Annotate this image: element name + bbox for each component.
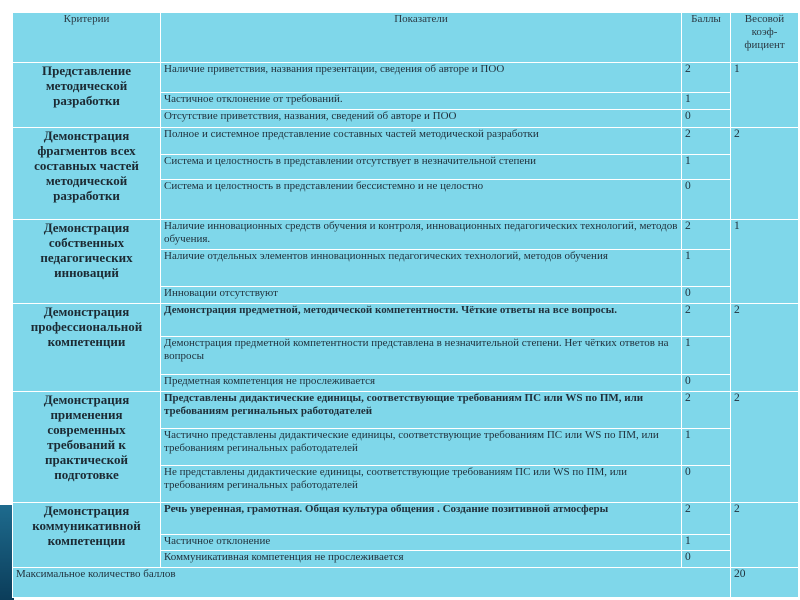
weight-value: 2: [731, 304, 799, 392]
weight-value: 2: [731, 503, 799, 568]
table-row: [13, 503, 799, 535]
indicator-text: Демонстрация предметной, методической компетентности. Чёткие ответы на все вопросы.: [161, 304, 682, 337]
table-row: [13, 128, 799, 155]
weight-value: 2: [731, 392, 799, 503]
indicator-text: Демонстрация предметной компетентности представлена в незначительной степени. Нет чётких ответов на вопросы: [161, 337, 682, 375]
table-row: [13, 304, 799, 337]
indicator-text: Представлены дидактические единицы, соответствующие требованиям ПС или WS по ПМ, или требованиям регинальных работодателей: [161, 392, 682, 429]
indicator-text: Наличие отдельных элементов инновационных педагогических технологий, методов обучения: [161, 250, 682, 287]
header-weight: Весовой коэф-фициент: [731, 13, 799, 63]
criterion-name: Демонстрация собственных педагогических инноваций: [13, 220, 161, 304]
indicator-text: Коммуникативная компетенция не прослеживается: [161, 551, 682, 568]
table-row: [13, 220, 799, 250]
criterion-name: Представление методической разработки: [13, 63, 161, 128]
score-value: 1: [682, 250, 731, 287]
header-indicators: Показатели: [161, 13, 682, 63]
table-row: [13, 392, 799, 429]
indicator-text: Полное и системное представление составных частей методической разработки: [161, 128, 682, 155]
indicator-text: Отсутствие приветствия, названия, сведений об авторе и ПОО: [161, 110, 682, 128]
indicator-text: Речь уверенная, грамотная. Общая культура общения . Создание позитивной атмосферы: [161, 503, 682, 535]
indicator-text: Частичное отклонение: [161, 535, 682, 551]
weight-value: 2: [731, 128, 799, 220]
score-value: 2: [682, 304, 731, 337]
score-value: 1: [682, 337, 731, 375]
indicator-text: Инновации отсутствуют: [161, 287, 682, 304]
score-value: 2: [682, 503, 731, 535]
score-value: 1: [682, 155, 731, 180]
total-row: [13, 568, 799, 598]
score-value: 0: [682, 180, 731, 220]
criteria-table: [12, 12, 799, 598]
score-value: 0: [682, 551, 731, 568]
score-value: 1: [682, 93, 731, 110]
score-value: 2: [682, 392, 731, 429]
criterion-name: Демонстрация применения современных требований к практической подготовке: [13, 392, 161, 503]
criterion-name: Демонстрация фрагментов всех составных частей методической разработки: [13, 128, 161, 220]
indicator-text: Наличие инновационных средств обучения и контроля, инновационных педагогических технологий, методов обучения.: [161, 220, 682, 250]
max-score-value: 20: [731, 568, 799, 598]
indicator-text: Система и целостность в представлении отсутствует в незначительной степени: [161, 155, 682, 180]
indicator-text: Система и целостность в представлении бессистемно и не целостно: [161, 180, 682, 220]
table-row: [13, 63, 799, 93]
header-points: Баллы: [682, 13, 731, 63]
score-value: 0: [682, 375, 731, 392]
score-value: 0: [682, 466, 731, 503]
score-value: 1: [682, 429, 731, 466]
score-value: 0: [682, 287, 731, 304]
score-value: 2: [682, 220, 731, 250]
weight-value: 1: [731, 220, 799, 304]
criterion-name: Демонстрация коммуникативной компетенции: [13, 503, 161, 568]
indicator-text: Наличие приветствия, названия презентации, сведения об авторе и ПОО: [161, 63, 682, 93]
indicator-text: Не представлены дидактические единицы, соответствующие требованиям ПС или WS по ПМ, или требованиям регинальных работодателей: [161, 466, 682, 503]
max-score-label: Максимальное количество баллов: [13, 568, 731, 598]
header-row: [13, 13, 799, 63]
score-value: 0: [682, 110, 731, 128]
indicator-text: Предметная компетенция не прослеживается: [161, 375, 682, 392]
score-value: 1: [682, 535, 731, 551]
score-value: 2: [682, 128, 731, 155]
weight-value: 1: [731, 63, 799, 128]
indicator-text: Частично представлены дидактические единицы, соответствующие требованиям ПС или WS по ПМ, или требованиям регинальных работодателей: [161, 429, 682, 466]
criterion-name: Демонстрация профессиональной компетенции: [13, 304, 161, 392]
score-value: 2: [682, 63, 731, 93]
header-criteria: Критерии: [13, 13, 161, 63]
indicator-text: Частичное отклонение от требований.: [161, 93, 682, 110]
